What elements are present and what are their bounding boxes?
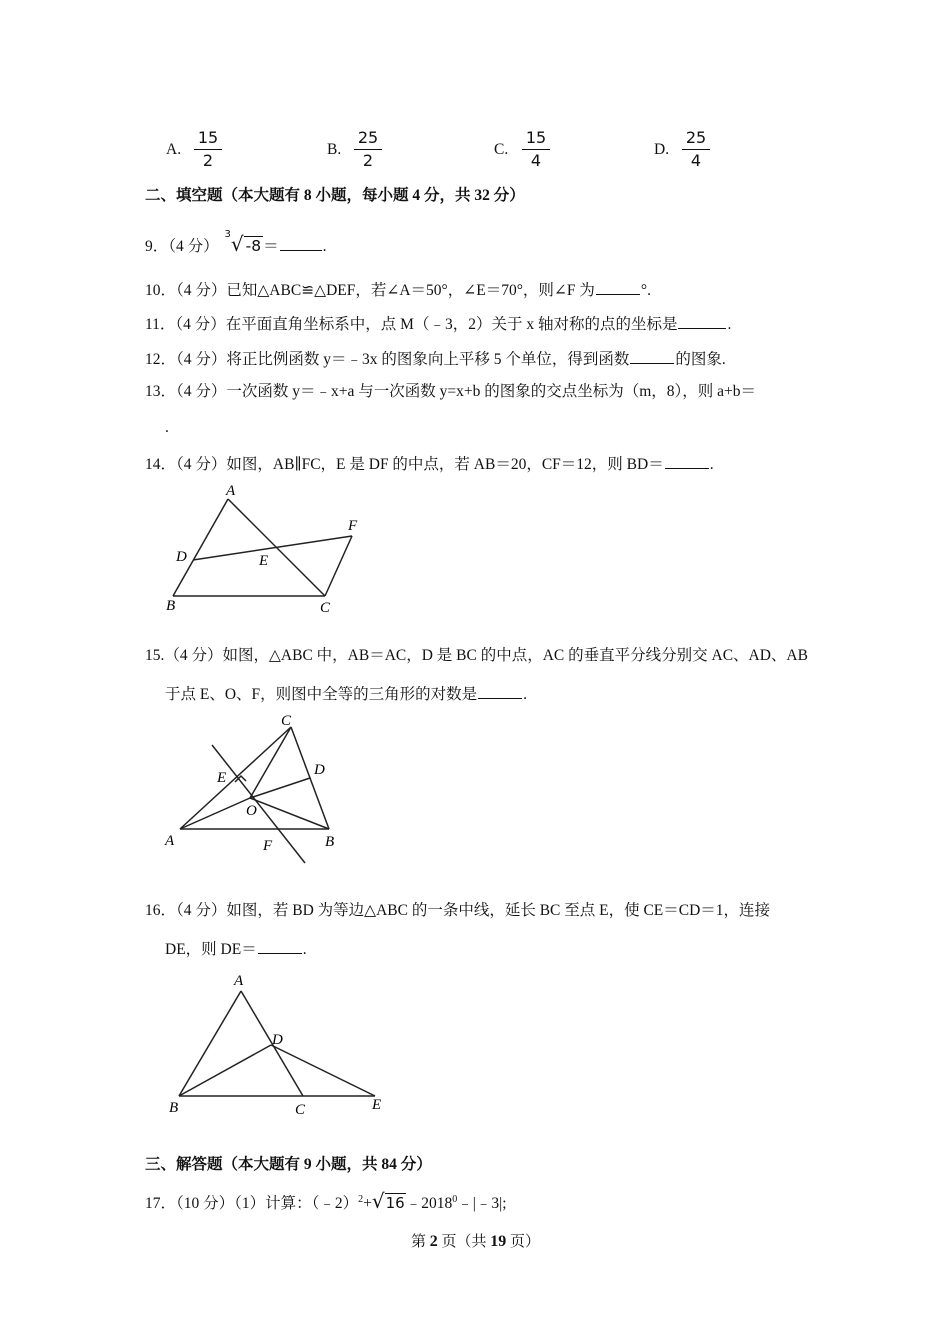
fig15-label-b: B <box>325 834 335 850</box>
fig15-label-d: D <box>314 762 325 778</box>
current-page: 2 <box>429 1233 438 1250</box>
option-a-fraction: 15 2 <box>194 128 222 171</box>
fig15-label-o: O <box>246 803 257 819</box>
total-pages: 19 <box>490 1233 507 1250</box>
fig14-label-d: D <box>176 549 187 565</box>
fig15-label-a: A <box>165 833 175 849</box>
fig14-label-e: E <box>259 553 269 569</box>
question-12: 12．（4 分）将正比例函数 y＝﹣3x 的图象向上平移 5 个单位，得到函数 的图象. <box>145 348 726 370</box>
question-16-line2: DE，则 DE＝ . <box>165 938 307 960</box>
q9-number: 9．（4 分） <box>145 238 219 256</box>
option-b-fraction: 25 2 <box>354 128 382 171</box>
question-10: 10．（4 分）已知△ABC≌△DEF，若∠A＝50°，∠E＝70°，则∠F 为 °. <box>145 279 651 301</box>
q9-blank <box>280 235 322 251</box>
figure-14 <box>160 478 375 618</box>
fig16-label-b: B <box>169 1100 179 1116</box>
q10-blank <box>596 279 640 295</box>
fig14-label-c: C <box>320 600 331 616</box>
section2-title: 二、填空题（本大题有 8 小题，每小题 4 分，共 32 分） <box>145 187 525 204</box>
q12-blank <box>630 348 674 364</box>
fig14-label-f: F <box>348 518 358 534</box>
q11-blank <box>678 313 726 329</box>
option-a-label: A. <box>166 141 182 158</box>
q14-blank <box>665 453 709 469</box>
fig16-label-d: D <box>272 1032 283 1048</box>
fig15-label-c: C <box>281 713 292 729</box>
fig16-label-c: C <box>295 1102 306 1118</box>
square-root: √16 <box>371 1189 405 1214</box>
option-b-label: B. <box>327 141 342 158</box>
question-13-line2: . <box>165 419 169 436</box>
question-13: 13．（4 分）一次函数 y＝﹣x+a 与一次函数 y=x+b 的图象的交点坐标为（m，8），则 a+b＝ <box>145 383 757 400</box>
fig14-label-b: B <box>166 598 176 614</box>
question-17: 17．（10 分）（1）计算：$(﹣2)^2+√16﹣2018^0﹣|﹣3|$; <box>145 1189 507 1214</box>
question-9: 9．（4 分） $^3$√ -8 ＝ . <box>145 229 327 257</box>
section3-title: 三、解答题（本大题有 9 小题，共 84 分） <box>145 1156 432 1173</box>
fig15-label-e: E <box>217 770 227 786</box>
question-16-line1: 16．（4 分）如图，若 BD 为等边△ABC 的一条中线，延长 BC 至点 E，使 CE＝CD＝1，连接 <box>145 902 771 919</box>
question-15-line1: 15.（4 分）如图，△ABC 中，AB＝AC，D 是 BC 的中点，AC 的垂直平分线分别交 AC、AD、AB <box>145 647 808 664</box>
figure-15 <box>160 708 350 868</box>
question-14: 14．（4 分）如图，AB∥FC，E 是 DF 的中点，若 AB＝20，CF＝12，则 BD＝ . <box>145 453 714 475</box>
fig15-label-f: F <box>263 838 273 854</box>
cube-root: $^3$√ -8 <box>224 229 262 257</box>
figure-16 <box>160 966 395 1121</box>
option-d-fraction: 25 4 <box>682 128 710 171</box>
option-d-label: D. <box>654 141 670 158</box>
question-15-line2: 于点 E、O、F，则图中全等的三角形的对数是 . <box>165 683 527 705</box>
fig16-label-a: A <box>234 973 244 989</box>
q15-blank <box>478 683 522 699</box>
page-footer: 第 2 页（共 19 页） <box>411 1233 541 1250</box>
option-c-label: C. <box>494 141 509 158</box>
question-11: 11．（4 分）在平面直角坐标系中，点 M（﹣3，2）关于 x 轴对称的点的坐标是 . <box>145 313 731 335</box>
fig16-label-e: E <box>372 1097 382 1113</box>
fig14-label-a: A <box>226 483 236 499</box>
option-c-fraction: 15 4 <box>522 128 550 171</box>
q16-blank <box>258 938 302 954</box>
